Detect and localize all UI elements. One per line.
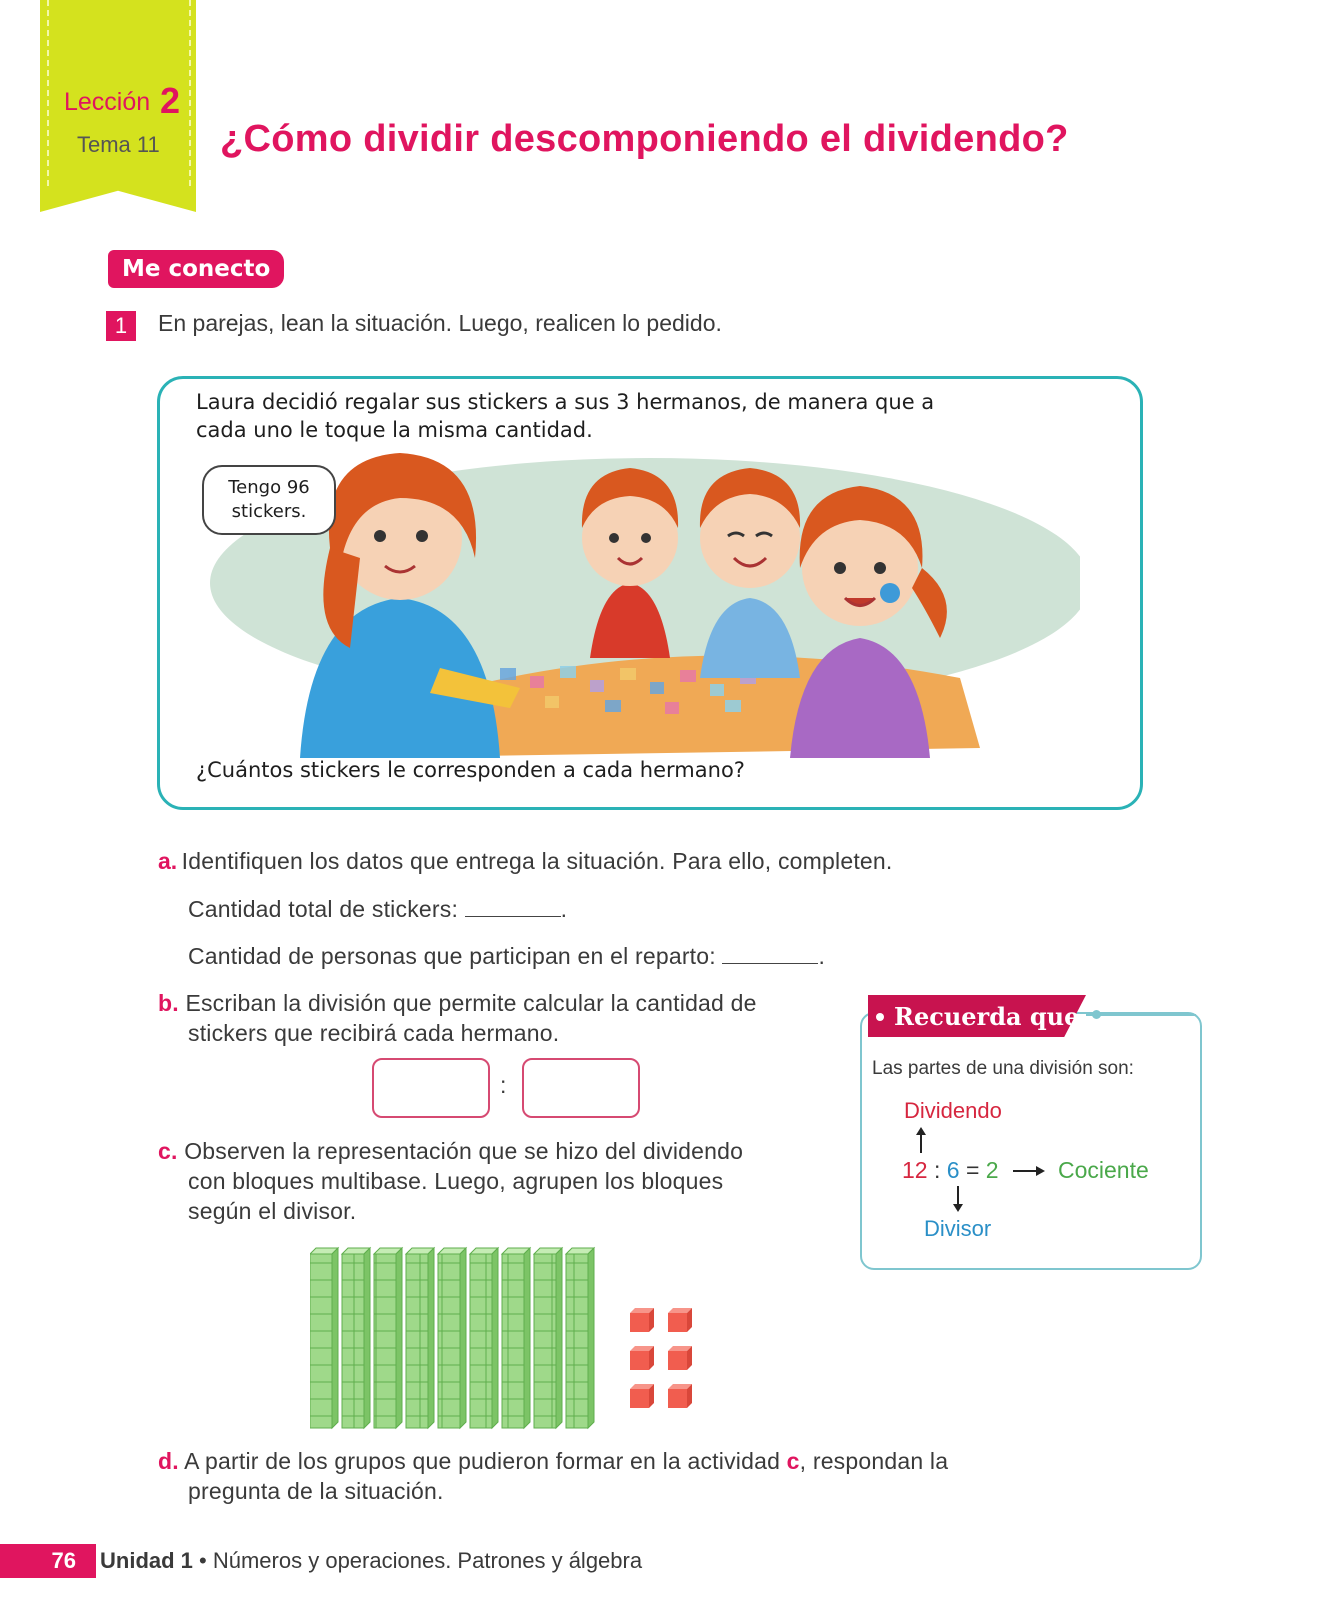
dividend-input-box[interactable]	[372, 1058, 490, 1118]
question-text: Observen la representación que se hizo del dividendo	[184, 1138, 744, 1164]
divisor-label: Divisor	[924, 1216, 992, 1241]
divisor-input-box[interactable]	[522, 1058, 640, 1118]
tens-rod	[406, 1248, 434, 1428]
question-text: con bloques multibase. Luego, agrupen los bloques	[188, 1168, 724, 1194]
question-letter: d.	[158, 1448, 179, 1474]
question-text: pregunta de la situación.	[188, 1478, 444, 1504]
speech-bubble: Tengo 96 stickers.	[202, 465, 336, 535]
question-letter: c.	[158, 1138, 178, 1164]
tens-rod	[310, 1248, 338, 1428]
story-question: ¿Cuántos stickers le corresponden a cada hermano?	[196, 758, 745, 782]
arrow-down-icon	[951, 1185, 965, 1213]
page-number: 76	[0, 1544, 96, 1578]
data-line-label: Cantidad de personas que participan en el reparto:	[188, 943, 716, 969]
activity-instruction: En parejas, lean la situación. Luego, realicen lo pedido.	[158, 310, 722, 336]
unit-cube	[668, 1384, 692, 1408]
arrow-up-icon	[914, 1126, 928, 1154]
unit-cube	[630, 1346, 654, 1370]
recuerda-box	[860, 1012, 1202, 1270]
recuerda-intro: Las partes de una división son:	[872, 1058, 1134, 1079]
dividendo-label: Dividendo	[904, 1098, 1002, 1123]
footer-unit: Unidad 1	[100, 1548, 193, 1573]
question-d	[158, 1446, 1058, 1506]
unit-cubes	[630, 1308, 692, 1408]
answer-blank-total[interactable]	[465, 898, 561, 917]
question-text: Escriban la división que permite calcular la cantidad de	[185, 990, 757, 1016]
footer-subtitle: Números y operaciones. Patrones y álgebra	[212, 1548, 643, 1573]
unit-cube	[668, 1346, 692, 1370]
tens-rod	[534, 1248, 562, 1428]
cociente-label: Cociente	[1058, 1157, 1149, 1183]
example-dividend: 12	[902, 1157, 928, 1183]
unit-cube	[668, 1308, 692, 1332]
activity-number-badge: 1	[106, 311, 136, 341]
question-letter: a.	[158, 848, 178, 874]
unit-cube	[630, 1308, 654, 1332]
lesson-number: 2	[160, 80, 181, 121]
data-line-total: Cantidad total de stickers: .	[188, 896, 568, 922]
data-line-persons: Cantidad de personas que participan en el reparto: .	[188, 943, 826, 969]
question-text: stickers que recibirá cada hermano.	[188, 1020, 560, 1046]
question-text: según el divisor.	[188, 1198, 357, 1224]
arrow-right-icon	[1012, 1164, 1046, 1178]
unit-cube	[630, 1384, 654, 1408]
tens-rod	[470, 1248, 498, 1428]
question-text: A partir de los grupos que pudieron formar en la actividad	[184, 1448, 787, 1474]
base-ten-blocks	[310, 1246, 710, 1432]
tens-rod	[374, 1248, 402, 1428]
activity-reference: c	[786, 1448, 800, 1474]
tens-rod	[566, 1248, 594, 1428]
example-colon: :	[933, 1157, 941, 1183]
data-line-label: Cantidad total de stickers:	[188, 896, 459, 922]
tens-rod	[502, 1248, 530, 1428]
bullet-icon	[876, 1013, 884, 1021]
tens-rod	[342, 1248, 370, 1428]
example-quotient: 2	[985, 1157, 999, 1183]
answer-blank-persons[interactable]	[722, 945, 818, 964]
question-text: Identifiquen los datos que entrega la situación. Para ello, completen.	[181, 848, 893, 874]
example-divisor: 6	[946, 1157, 960, 1183]
question-text: , respondan la	[799, 1448, 949, 1474]
footer-text	[100, 1548, 642, 1574]
question-b	[158, 988, 818, 1048]
example-equals: =	[965, 1157, 980, 1183]
page-title: ¿Cómo dividir descomponiendo el dividendo?	[220, 118, 1069, 160]
tens-rod	[438, 1248, 466, 1428]
division-colon: :	[500, 1072, 507, 1098]
division-example	[902, 1157, 999, 1184]
tens-rods	[310, 1248, 594, 1428]
story-text: Laura decidió regalar sus stickers a sus 3 hermanos, de manera que a cada uno le toque la misma cantidad.	[196, 390, 935, 442]
question-letter: b.	[158, 990, 179, 1016]
tema-label: Tema 11	[77, 132, 160, 157]
question-c	[158, 1136, 818, 1226]
question-a	[158, 846, 892, 876]
recuerda-dot-icon	[1092, 1010, 1101, 1019]
section-tag-me-conecto: Me conecto	[108, 250, 284, 288]
recuerda-line	[1086, 1014, 1196, 1016]
recuerda-label: Recuerda que	[894, 1002, 1080, 1031]
lesson-label: Lección	[64, 88, 151, 116]
footer-bullet: •	[199, 1548, 207, 1573]
